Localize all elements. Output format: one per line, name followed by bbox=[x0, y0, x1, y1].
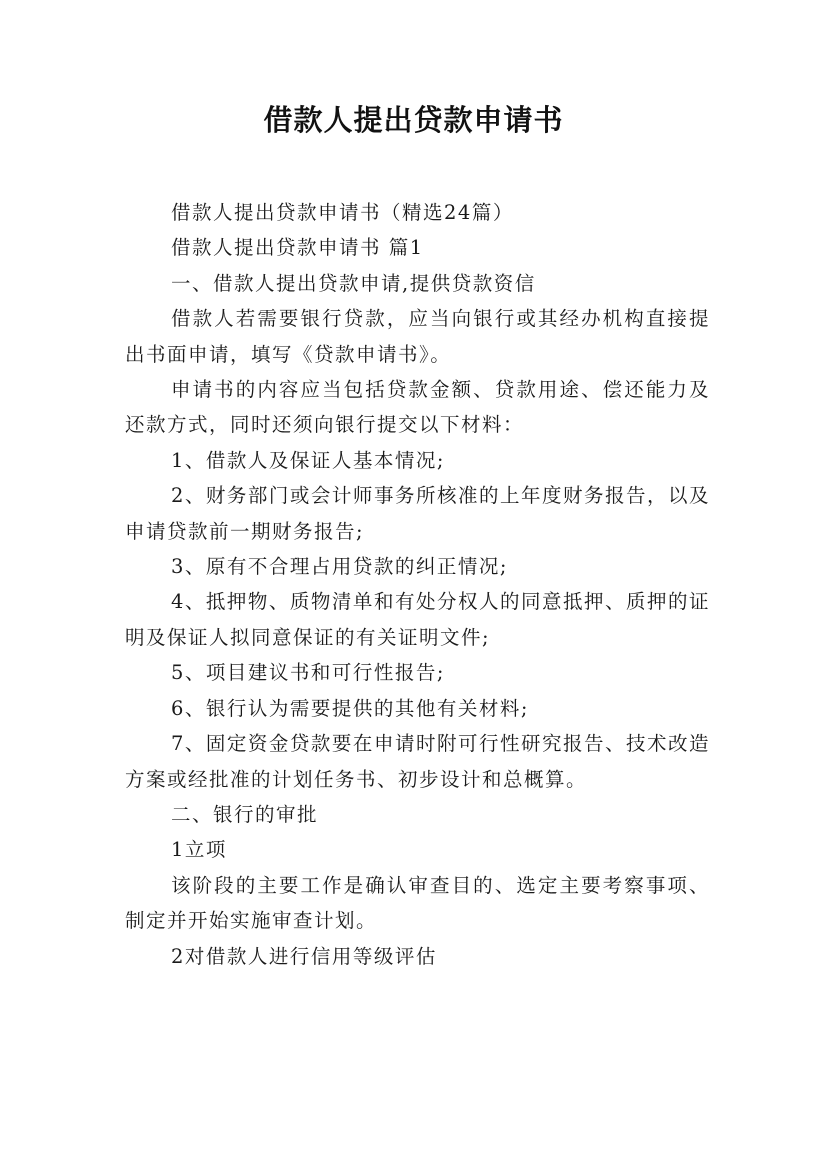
paragraph: 申请书的内容应当包括贷款金额、贷款用途、偿还能力及还款方式，同时还须向银行提交以下材料： bbox=[125, 378, 710, 437]
paragraph: 一、借款人提出贷款申请,提供贷款资信 bbox=[171, 271, 536, 295]
paragraph: 借款人提出贷款申请书（精选24篇） bbox=[171, 201, 514, 224]
paragraph: 借款人若需要银行贷款，应当向银行或其经办机构直接提出书面申请，填写《贷款申请书》。 bbox=[125, 307, 710, 366]
paragraph: 2对借款人进行信用等级评估 bbox=[171, 944, 437, 968]
paragraph: 该阶段的主要工作是确认审查目的、选定主要考察事项、制定并开始实施审查计划。 bbox=[125, 873, 710, 933]
paragraph: 2、财务部门或会计师事务所核准的上年度财务报告，以及申请贷款前一期财务报告; bbox=[125, 484, 710, 543]
paragraph: 1立项 bbox=[171, 838, 227, 862]
paragraph: 6、银行认为需要提供的其他有关材料; bbox=[171, 696, 529, 720]
paragraph: 二、银行的审批 bbox=[171, 802, 319, 826]
paragraph: 借款人提出贷款申请书 篇1 bbox=[171, 236, 424, 260]
paragraph: 5、项目建议书和可行性报告; bbox=[171, 661, 445, 685]
paragraph: 1、借款人及保证人基本情况; bbox=[171, 448, 445, 472]
document-body bbox=[125, 195, 710, 974]
paragraph: 3、原有不合理占用贷款的纠正情况; bbox=[171, 555, 508, 579]
paragraph: 4、抵押物、质物清单和有处分权人的同意抵押、质押的证明及保证人拟同意保证的有关证明文件; bbox=[125, 590, 710, 649]
paragraph: 7、固定资金贷款要在申请时附可行性研究报告、技术改造方案或经批准的计划任务书、初步设计和总概算。 bbox=[125, 732, 710, 791]
page-title: 借款人提出贷款申请书 bbox=[263, 103, 564, 137]
